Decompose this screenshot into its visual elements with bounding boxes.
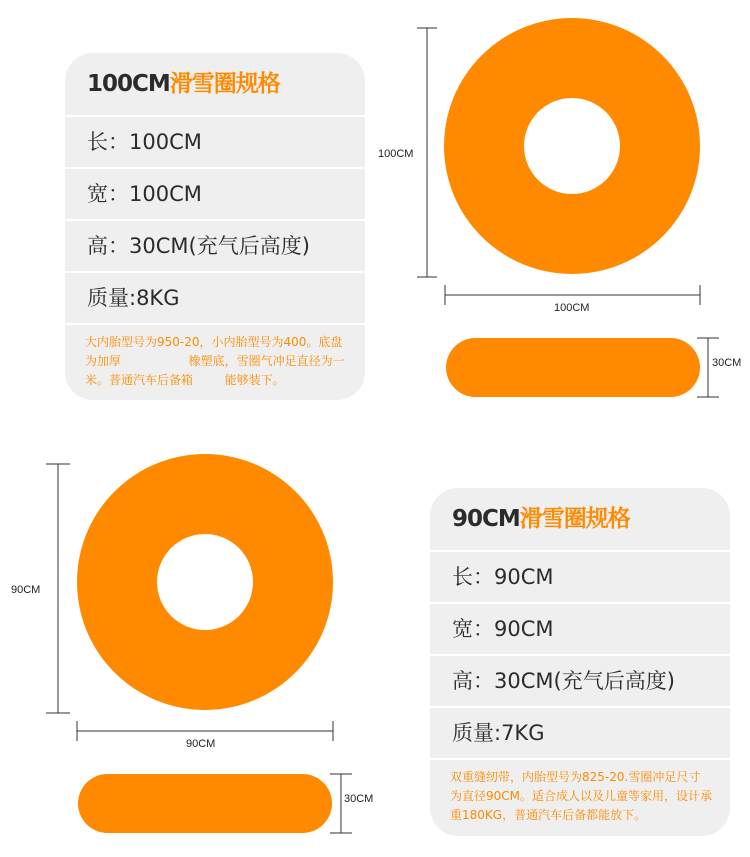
spec-height: 高：30CM(充气后高度) bbox=[65, 221, 365, 273]
ring-100cm-side-view bbox=[446, 338, 700, 397]
width-label-100cm: 100CM bbox=[554, 302, 590, 314]
height-label-100cm: 100CM bbox=[378, 148, 414, 160]
spec-size-label: 90CM bbox=[452, 506, 520, 532]
spec-width: 宽：90CM bbox=[430, 604, 730, 656]
dimension-line-vertical-90cm bbox=[46, 464, 70, 713]
spec-note: 双重缝纫带，内胎型号为825-20.雪圈冲足尺寸为直径90CM。适合成人以及儿童等家用，设计承重180KG，普通汽车后备都能放下。 bbox=[450, 770, 713, 822]
spec-note: 大内胎型号为950-20，小内胎型号为400。底盘为加厚 橡塑底，雪圈气冲足直径为一米。普通汽车后备箱 能够装下。 bbox=[85, 335, 345, 387]
ring-90cm-side-view bbox=[78, 774, 332, 833]
ring-90cm-hole bbox=[157, 534, 253, 630]
spec-name-label: 滑雪圈规格 bbox=[169, 71, 280, 97]
dimension-line-vertical-100cm bbox=[417, 28, 437, 277]
spec-weight: 质量:8KG bbox=[65, 273, 365, 325]
height-label-90cm: 90CM bbox=[11, 584, 41, 596]
width-label-90cm: 90CM bbox=[186, 738, 216, 750]
spec-name-label: 滑雪圈规格 bbox=[519, 506, 630, 532]
spec-width: 宽：100CM bbox=[65, 169, 365, 221]
spec-length: 长：100CM bbox=[65, 117, 365, 169]
thickness-label-90cm: 30CM bbox=[344, 793, 374, 805]
spec-size-label: 100CM bbox=[87, 71, 170, 97]
spec-length: 长：90CM bbox=[430, 552, 730, 604]
ring-100cm-hole bbox=[524, 98, 620, 194]
thickness-label-100cm: 30CM bbox=[712, 357, 742, 369]
spec-weight: 质量:7KG bbox=[430, 708, 730, 760]
spec-height: 高：30CM(充气后高度) bbox=[430, 656, 730, 708]
